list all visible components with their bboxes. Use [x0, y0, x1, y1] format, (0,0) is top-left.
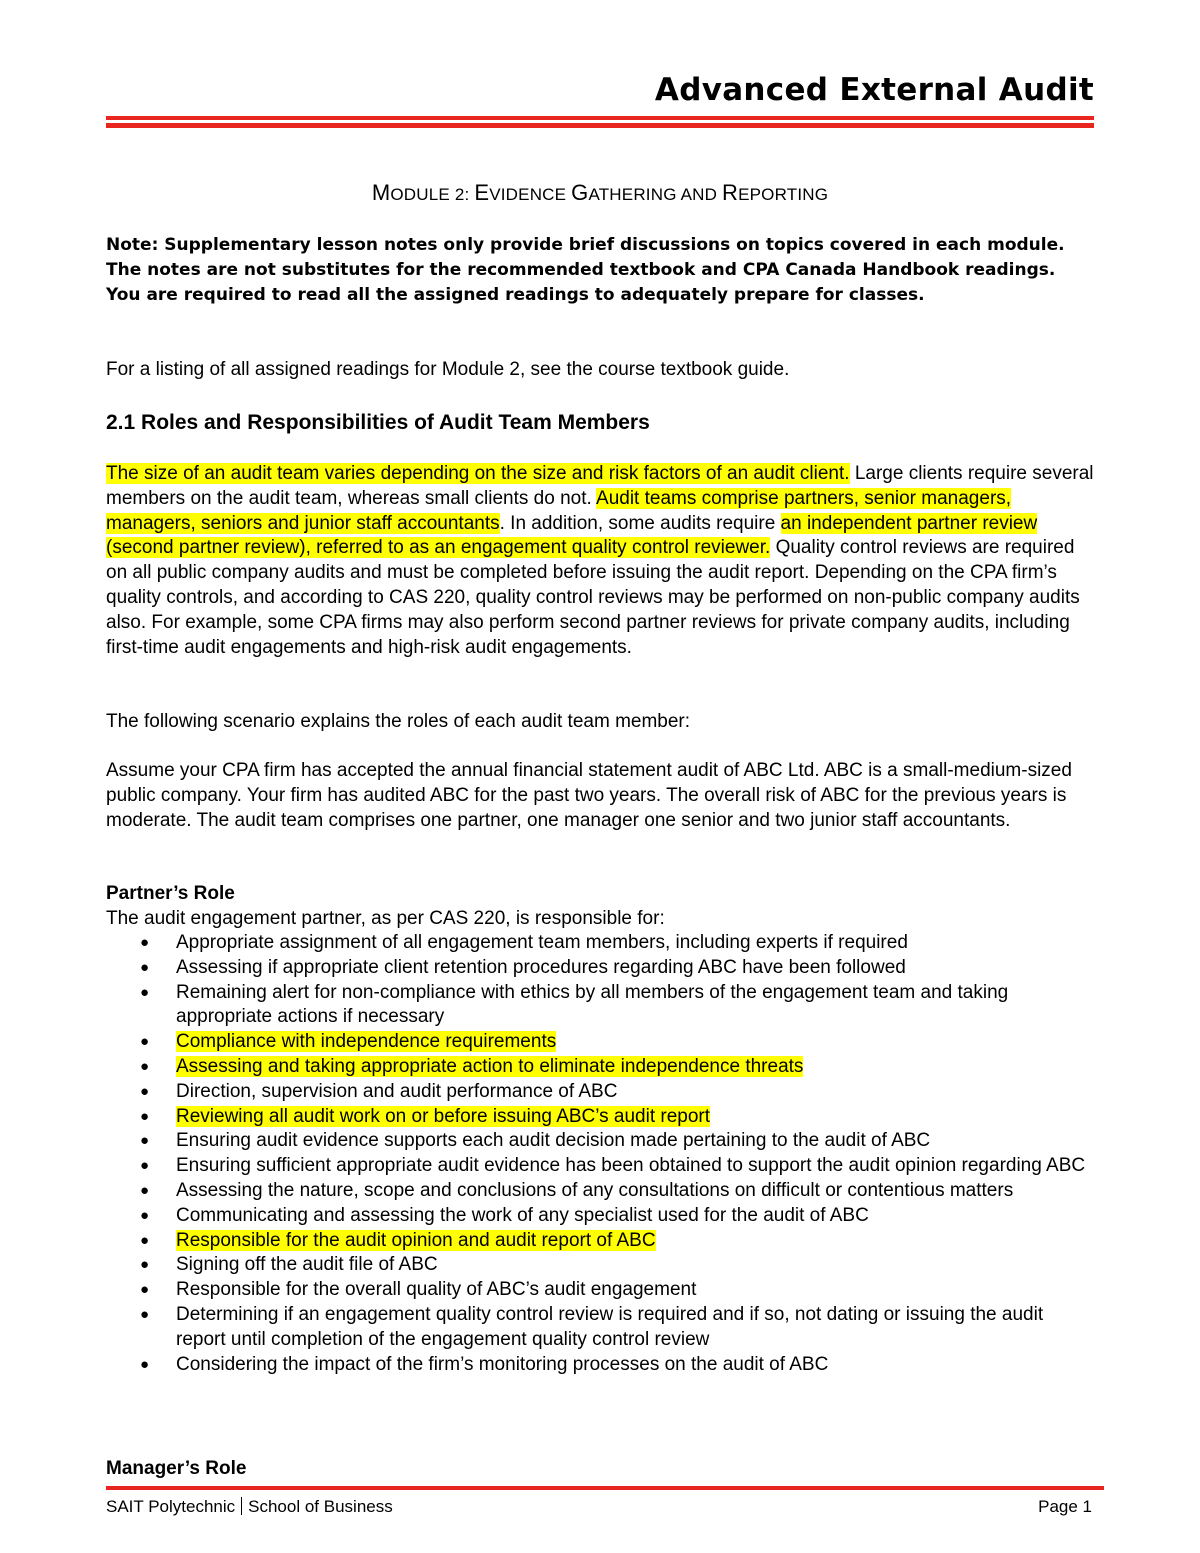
- list-item-text: Signing off the audit file of ABC: [176, 1254, 438, 1276]
- list-item: [106, 1154, 1096, 1179]
- bullet-icon: ●: [140, 1305, 150, 1323]
- bullet-icon: ●: [140, 1181, 150, 1199]
- footer-institution-name: SAIT Polytechnic: [106, 1497, 236, 1516]
- list-item-text: Appropriate assignment of all engagement team members, including experts if required: [176, 932, 908, 953]
- list-item-text: Responsible for the audit opinion and audit report of ABC: [176, 1229, 656, 1251]
- list-item: [106, 1278, 1096, 1303]
- course-title: Advanced External Audit: [654, 72, 1094, 108]
- footer-rule: [106, 1486, 1104, 1490]
- bullet-icon: ●: [140, 1132, 150, 1150]
- highlighted-text: an independent partner review (second partner review), referred to as an engagement quality control reviewer.: [106, 512, 1038, 559]
- bullet-icon: ●: [140, 1355, 150, 1373]
- bullet-icon: ●: [140, 1057, 150, 1075]
- module-title-cap: M: [371, 180, 391, 205]
- scenario-paragraph: Assume your CPA firm has accepted the annual financial statement audit of ABC Ltd. ABC is a small-medium-sized public company. Your firm has audited ABC for the past two years. The overall risk of ABC for the previous years is moderate. The audit team comprises one partner, one manager one senior and two junior staff accountants.: [106, 760, 1072, 831]
- footer-school-name: School of Business: [248, 1497, 393, 1516]
- paragraph-text: Quality control reviews are required on all public company audits and must be completed before issuing the audit report. Depending on the CPA firm’s quality controls, and according to CAS 220, quality control reviews may be performed on non-public company audits also. For example, some CPA firms may also perform second partner reviews for private company audits, including first-time audit engagements and high-risk audit engagements.: [106, 537, 1080, 658]
- list-item-text: Ensuring audit evidence supports each audit decision made pertaining to the audit of ABC: [176, 1130, 931, 1152]
- list-item: [106, 1105, 1096, 1130]
- list-item-text: Considering the impact of the firm’s monitoring processes on the audit of ABC: [176, 1353, 829, 1375]
- list-item: [106, 931, 1096, 956]
- footer-institution: [106, 1496, 393, 1518]
- footer-divider: [241, 1497, 242, 1515]
- readings-line: For a listing of all assigned readings for Module 2, see the course textbook guide.: [106, 359, 790, 380]
- module-title-part: EPORTING: [738, 185, 829, 204]
- list-item: [106, 1030, 1096, 1055]
- list-item: [106, 956, 1096, 981]
- list-item: [106, 1353, 1096, 1378]
- section-paragraph-1: [106, 462, 1096, 660]
- section-paragraph-2: The following scenario explains the roles of each audit team member:: [106, 711, 691, 732]
- module-title-part: ODULE 2:: [390, 185, 475, 204]
- bullet-icon: ●: [140, 1107, 150, 1125]
- list-item: [106, 1055, 1096, 1080]
- bullet-icon: ●: [140, 1157, 150, 1175]
- paragraph-text: Large clients require several members on the audit team, whereas small clients do not.: [106, 463, 1094, 509]
- module-title: [0, 178, 1200, 210]
- bullet-icon: ●: [140, 983, 150, 1001]
- module-title-cap: E: [474, 180, 490, 205]
- bullet-icon: ●: [140, 1231, 150, 1249]
- section-heading-2-1: 2.1 Roles and Responsibilities of Audit Team Members: [106, 411, 650, 434]
- list-item-text: Ensuring sufficient appropriate audit evidence has been obtained to support the audit opinion regarding ABC: [176, 1155, 1086, 1177]
- module-title-part: ATHERING AND: [588, 185, 723, 204]
- bullet-icon: ●: [140, 958, 150, 976]
- module-title-cap: G: [571, 180, 589, 205]
- list-item-text: Reviewing all audit work on or before issuing ABC’s audit report: [176, 1105, 711, 1127]
- list-item: [106, 1204, 1096, 1229]
- bullet-icon: ●: [140, 934, 150, 951]
- partner-role-intro: The audit engagement partner, as per CAS 220, is responsible for:: [106, 908, 665, 929]
- page-number: Page 1: [1038, 1497, 1092, 1516]
- header-rule-top: [106, 116, 1094, 120]
- list-item: [106, 1229, 1096, 1254]
- list-item-text: Remaining alert for non-compliance with ethics by all members of the engagement team and taking appropriate actions if necessary: [176, 981, 1009, 1028]
- partner-responsibilities-list: [106, 931, 1096, 1377]
- list-item-text: Assessing if appropriate client retention procedures regarding ABC have been followed: [176, 956, 906, 978]
- paragraph-text: . In addition, some audits require: [499, 512, 781, 534]
- list-item: [106, 981, 1096, 1031]
- bullet-icon: ●: [140, 1082, 150, 1100]
- list-item: [106, 1253, 1096, 1278]
- list-item: [106, 1080, 1096, 1105]
- list-item-text: Compliance with independence requirements: [176, 1031, 557, 1053]
- partner-role-heading: Partner’s Role: [106, 883, 235, 904]
- bullet-icon: ●: [140, 1281, 150, 1299]
- list-item-text: Determining if an engagement quality control review is required and if so, not dating or issuing the audit report until completion of the engagement quality control review: [176, 1303, 1044, 1350]
- highlighted-text: The size of an audit team varies depending on the size and risk factors of an audit client.: [106, 463, 850, 484]
- list-item-text: Assessing and taking appropriate action to eliminate independence threats: [176, 1055, 804, 1077]
- module-title-cap: R: [722, 180, 739, 205]
- list-item: [106, 1129, 1096, 1154]
- header-rule-bottom: [106, 123, 1094, 128]
- list-item-text: Responsible for the overall quality of ABC’s audit engagement: [176, 1279, 697, 1301]
- highlighted-text: Audit teams comprise partners, senior managers, managers, seniors and junior staff accountants: [106, 487, 1012, 534]
- module-title-part: VIDENCE: [489, 185, 572, 204]
- manager-role-heading: Manager’s Role: [106, 1458, 247, 1479]
- list-item-text: Assessing the nature, scope and conclusions of any consultations on difficult or contentious matters: [176, 1179, 1014, 1201]
- bullet-icon: ●: [140, 1256, 150, 1274]
- bullet-icon: ●: [140, 1206, 150, 1224]
- list-item-text: Communicating and assessing the work of any specialist used for the audit of ABC: [176, 1204, 869, 1226]
- list-item: [106, 1179, 1096, 1204]
- supplementary-note: Note: Supplementary lesson notes only provide brief discussions on topics covered in each module. The notes are not substitutes for the recommended textbook and CPA Canada Handbook readings. You are required to read all the assigned readings to adequately prepare for classes.: [106, 235, 1065, 305]
- list-item-text: Direction, supervision and audit performance of ABC: [176, 1080, 618, 1102]
- list-item: [106, 1303, 1096, 1353]
- bullet-icon: ●: [140, 1033, 150, 1051]
